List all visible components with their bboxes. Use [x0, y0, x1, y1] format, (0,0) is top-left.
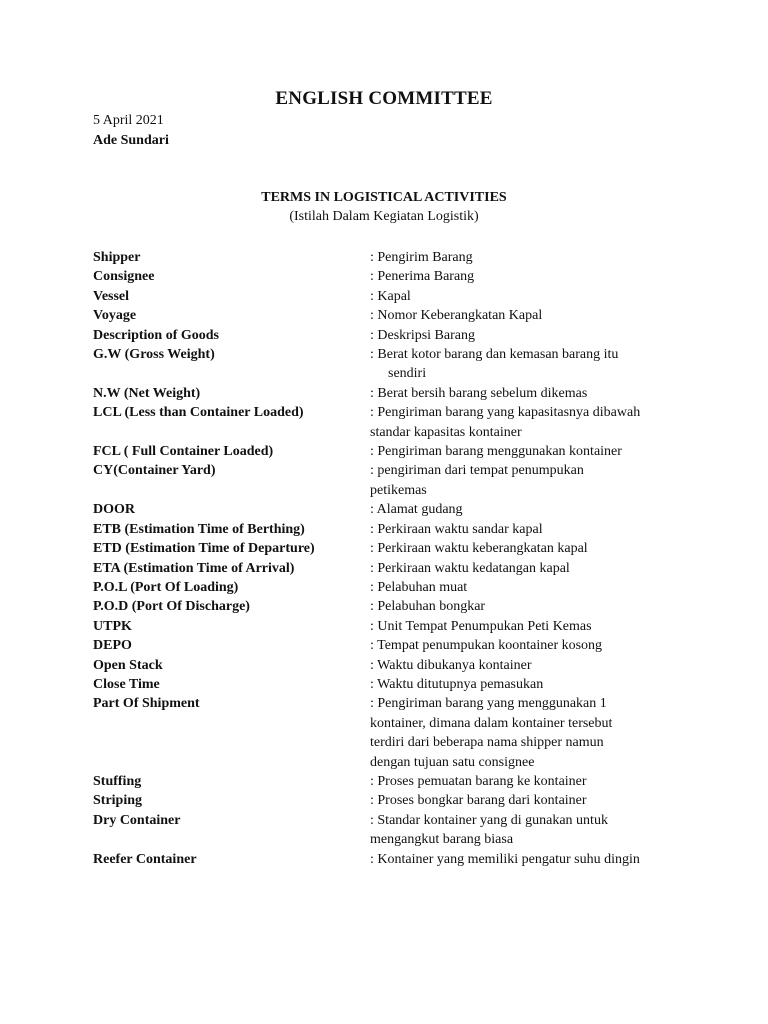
term-name: ETB (Estimation Time of Berthing): [93, 521, 305, 537]
term-definition-line: : Pengirim Barang: [370, 250, 473, 265]
term-row: [93, 520, 693, 539]
term-definition-line: dengan tujuan satu consignee: [370, 754, 535, 770]
term-definition: [370, 403, 675, 442]
term-definition-line: : Perkiraan waktu keberangkatan kapal: [370, 541, 588, 557]
term-row: [93, 559, 693, 578]
term-row: [93, 578, 693, 597]
term-definition-line: : Perkiraan waktu kedatangan kapal: [370, 560, 570, 576]
term-row: [93, 345, 693, 384]
term-row: [93, 248, 693, 267]
term-definition-line: : Pengiriman barang menggunakan kontainer: [370, 444, 622, 460]
term-name: Shipper: [93, 250, 141, 265]
term-name: UTPK: [93, 618, 132, 634]
term-row: [93, 306, 693, 325]
term-row: [93, 791, 693, 810]
term-definition-line: sendiri: [388, 366, 427, 382]
term-row: [93, 403, 693, 442]
term-name: Stuffing: [93, 773, 142, 789]
term-definition: [370, 791, 675, 810]
term-definition-line: : Pengiriman barang yang menggunakan 1: [370, 696, 607, 712]
term-definition-line: : Pelabuhan muat: [370, 579, 468, 595]
term-name: Part Of Shipment: [93, 696, 200, 712]
section-title: TERMS IN LOGISTICAL ACTIVITIES: [261, 190, 507, 205]
document-author: Ade Sundari: [93, 133, 169, 148]
term-definition-line: : Alamat gudang: [370, 502, 463, 518]
term-name: ETA (Estimation Time of Arrival): [93, 560, 295, 576]
term-definition: [370, 617, 675, 636]
term-definition: [370, 326, 675, 345]
term-definition: [370, 345, 675, 384]
term-row: [93, 656, 693, 675]
term-name: Consignee: [93, 269, 155, 285]
term-name: LCL (Less than Container Loaded): [93, 405, 304, 421]
term-name: Dry Container: [93, 812, 181, 828]
term-definition: [370, 772, 675, 791]
term-name: DEPO: [93, 638, 132, 654]
term-definition: [370, 461, 675, 500]
term-row: [93, 539, 693, 558]
term-definition: [370, 656, 675, 675]
term-row: [93, 287, 693, 306]
term-definition-line: : Tempat penumpukan koontainer kosong: [370, 638, 603, 654]
term-name: Voyage: [93, 308, 137, 324]
term-definition: [370, 694, 675, 772]
term-definition-line: : Pengiriman barang yang kapasitasnya dibawah: [370, 405, 641, 421]
document-date: 5 April 2021: [93, 113, 164, 128]
term-definition: [370, 306, 675, 325]
term-row: [93, 694, 693, 772]
term-definition-line: : Proses pemuatan barang ke kontainer: [370, 773, 587, 789]
term-definition: [370, 384, 675, 403]
term-definition-line: : Standar kontainer yang di gunakan untuk: [370, 812, 608, 828]
term-definition-line: : Waktu ditutupnya pemasukan: [370, 676, 544, 692]
term-definition-line: : pengiriman dari tempat penumpukan: [370, 463, 584, 479]
term-row: [93, 772, 693, 791]
term-definition-line: standar kapasitas kontainer: [370, 424, 522, 440]
term-name: P.O.L (Port Of Loading): [93, 579, 239, 595]
term-definition-line: : Nomor Keberangkatan Kapal: [370, 308, 543, 324]
term-row: [93, 461, 693, 500]
term-definition-line: : Berat bersih barang sebelum dikemas: [370, 385, 588, 401]
term-definition-line: petikemas: [370, 482, 427, 498]
term-name: Vessel: [93, 288, 130, 304]
term-row: [93, 500, 693, 519]
term-definition: [370, 559, 675, 578]
term-name: Reefer Container: [93, 851, 197, 867]
term-name: G.W (Gross Weight): [93, 347, 215, 363]
term-definition-line: : Perkiraan waktu sandar kapal: [370, 521, 543, 537]
term-definition: [370, 248, 675, 267]
term-row: [93, 617, 693, 636]
term-name: Open Stack: [93, 657, 163, 673]
term-definition-line: : Kontainer yang memiliki pengatur suhu dingin: [370, 851, 640, 867]
term-name: Description of Goods: [93, 327, 219, 343]
term-name: DOOR: [93, 502, 135, 518]
term-definition-line: : Waktu dibukanya kontainer: [370, 657, 532, 673]
term-definition-line: : Kapal: [370, 288, 411, 304]
term-definition: [370, 539, 675, 558]
term-row: [93, 597, 693, 616]
section-subtitle: (Istilah Dalam Kegiatan Logistik): [289, 209, 479, 224]
term-definition-line: mengangkut barang biasa: [370, 832, 514, 848]
term-row: [93, 442, 693, 461]
term-definition-line: : Penerima Barang: [370, 269, 475, 285]
term-row: [93, 384, 693, 403]
term-name: N.W (Net Weight): [93, 385, 201, 401]
term-name: ETD (Estimation Time of Departure): [93, 541, 315, 557]
terms-list: [93, 248, 693, 869]
term-definition-line: : Berat kotor barang dan kemasan barang itu: [370, 347, 619, 363]
term-definition-line: : Pelabuhan bongkar: [370, 599, 486, 615]
term-row: [93, 811, 693, 850]
term-row: [93, 267, 693, 286]
term-row: [93, 850, 693, 869]
term-definition: [370, 850, 675, 869]
term-name: Close Time: [93, 676, 160, 692]
term-definition: [370, 597, 675, 616]
term-name: P.O.D (Port Of Discharge): [93, 599, 250, 615]
document-title: ENGLISH COMMITTEE: [275, 88, 493, 109]
term-definition: [370, 267, 675, 286]
term-row: [93, 326, 693, 345]
term-name: CY(Container Yard): [93, 463, 216, 479]
term-definition: [370, 636, 675, 655]
term-definition-line: terdiri dari beberapa nama shipper namun: [370, 735, 604, 751]
term-row: [93, 636, 693, 655]
term-name: FCL ( Full Container Loaded): [93, 444, 274, 460]
term-definition: [370, 675, 675, 694]
term-row: [93, 675, 693, 694]
term-definition: [370, 520, 675, 539]
term-name: Striping: [93, 793, 143, 809]
term-definition: [370, 811, 675, 850]
term-definition-line: : Proses bongkar barang dari kontainer: [370, 793, 587, 809]
term-definition: [370, 578, 675, 597]
term-definition-line: : Deskripsi Barang: [370, 327, 475, 343]
term-definition-line: : Unit Tempat Penumpukan Peti Kemas: [370, 618, 592, 634]
term-definition: [370, 500, 675, 519]
term-definition: [370, 442, 675, 461]
term-definition: [370, 287, 675, 306]
term-definition-line: kontainer, dimana dalam kontainer tersebut: [370, 715, 613, 731]
